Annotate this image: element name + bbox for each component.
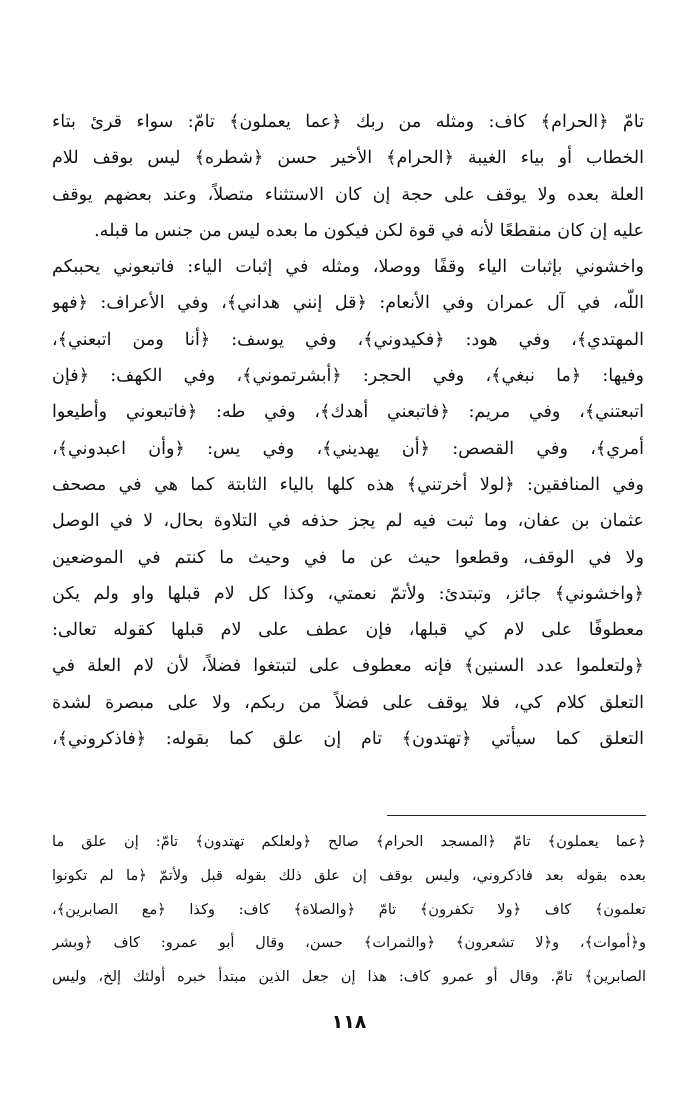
text-line: معطوفًا على لام كي قبلها، فإن عطف على لام قبلها كقوله تعالى: — [52, 620, 644, 641]
main-text — [52, 104, 644, 757]
text-line: الخطاب أو بياء الغيبة ﴿الحرام﴾ الأخير حسن ﴿شطره﴾ ليس بوقف للام — [52, 148, 644, 169]
footnote-separator — [387, 815, 646, 816]
text-line: وفي المنافقين: ﴿لولا أخرتني﴾ هذه كلها بالياء الثابتة كما هي في مصحف — [52, 474, 644, 495]
text-line: وفيها: ﴿ما نبغي﴾، وفي الحجر: ﴿أبشرتموني﴾، وفي الكهف: ﴿فإن — [52, 366, 644, 387]
footnote-line: ﴿عما يعملون﴾ تامّ ﴿المسجد الحرام﴾ صالح ﴿ولعلكم تهتدون﴾ تامّ: إن علق ما — [52, 833, 646, 850]
footnote-line: الصابرين﴾ تامّ. وقال أو عمرو كاف: هذا إن جعل الذين مبتدأ خبره أولئك إلخ، وليس — [52, 968, 646, 986]
text-line: عثمان بن عفان، وما ثبت فيه لم يجز حذفه في التلاوة بحال، لا في الوصل — [52, 511, 644, 532]
page-number: ١١٨ — [331, 1011, 367, 1033]
text-line: أمري﴾، وفي القصص: ﴿أن يهديني﴾، وفي يس: ﴿وأن اعبدوني﴾، — [52, 438, 644, 459]
text-line: تامّ ﴿الحرام﴾ كاف: ومثله من ربك ﴿عما يعملون﴾ تامّ: سواء قرئ بتاء — [52, 112, 644, 132]
text-line: المهتدي﴾، وفي هود: ﴿فكيدوني﴾، وفي يوسف: ﴿أنا ومن اتبعني﴾، — [52, 329, 644, 350]
text-line: اللّه، في آل عمران وفي الأنعام: ﴿قل إنني هداني﴾، وفي الأعراف: ﴿فهو — [52, 293, 644, 314]
text-line: اتبعتني﴾، وفي مريم: ﴿فاتبعني أهدك﴾، وفي طه: ﴿فاتبعوني وأطيعوا — [52, 402, 644, 423]
text-line: التعلق كلام كي، فلا يوقف على فضلاً من ربكم، ولا على مبصرة لشدة — [52, 692, 644, 713]
text-line: واخشوني بإثبات الياء وقفًا ووصلا، ومثله في إثبات الياء: فاتبعوني يحببكم — [52, 257, 644, 278]
footnote-line: بعده بقوله بعد فاذكروني، وليس بوقف إن علق ذلك بقوله قبل ولأتمّ ﴿ما لم تكونوا — [52, 866, 646, 884]
text-line: ولا في الوقف، وقطعوا حيث عن ما في وحيث ما كنتم في الموضعين — [52, 547, 644, 568]
text-line: العلة بعده ولا يوقف على حجة إن كان الاستثناء متصلاً، وعند بعضهم يوقف — [52, 184, 644, 205]
text-line: ﴿واخشوني﴾ جائز، وتبتدئ: ولأتمّ نعمتي، وكذا كل لام قبلها واو ولم يكن — [52, 583, 644, 604]
text-line: ﴿ولتعلموا عدد السنين﴾ فإنه معطوف على لتبتغوا فضلاً، لأن لام العلة في — [52, 656, 644, 677]
text-line: عليه إن كان منقطعًا لأنه في قوة لكن فيكون ما بعده ليس من جنس ما قبله. — [94, 220, 644, 241]
footnote-line: تعلمون﴾ كاف ﴿ولا تكفرون﴾ تامّ ﴿والصلاة﴾ كاف: وكذا ﴿مع الصابرين﴾، — [52, 900, 646, 918]
footnote-line: و﴿أموات﴾، و﴿لا تشعرون﴾ ﴿والثمرات﴾ حسن، وقال أبو عمرو: كاف ﴿وبشر — [52, 934, 646, 952]
footnotes — [52, 825, 646, 994]
text-line: التعلق كما سيأتي ﴿تهتدون﴾ تام إن علق كما بقوله: ﴿فاذكروني﴾، — [52, 729, 644, 750]
